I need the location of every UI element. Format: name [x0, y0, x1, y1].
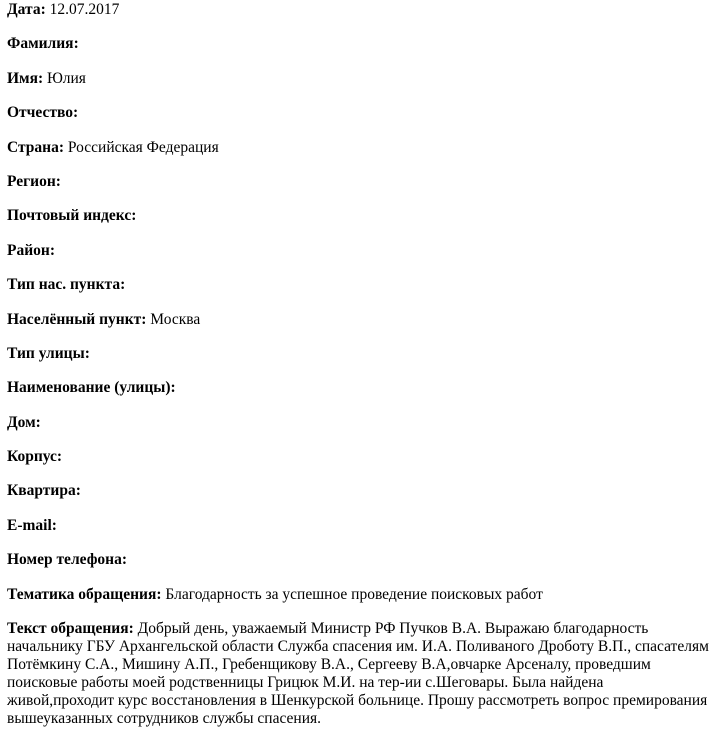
field-value: Российская Федерация [67, 138, 219, 156]
field-label: Номер телефона: [7, 551, 128, 569]
field-label: Корпус: [7, 448, 63, 466]
field-label: Текст обращения: [7, 620, 134, 638]
field-first-name [7, 70, 713, 104]
field-label: Дом: [7, 413, 41, 431]
field-surname [7, 35, 713, 69]
field-label: Фамилия: [7, 35, 79, 53]
field-district [7, 242, 713, 276]
field-label: Тип нас. пункта: [7, 276, 126, 294]
field-settlement-type [7, 276, 713, 310]
field-value: Москва [150, 310, 201, 328]
field-label: Тематика обращения: [7, 585, 162, 603]
message-text: Добрый день, уважаемый Министр РФ Пучков В.А. Выражаю благодарность начальнику ГБУ Архангельской области Служба спасения им. И.А. Поливаного Дроботу В.П., спасателям Потёмкину С.А., Мишину А.П., Гребенщикову В.А., Сергееву В.А,овчарке Арсеналу, проведшим поисковые работы моей родственницы Грицюк М.И. на тер-ии с.Шеговары. Была найдена живой,проходит курс восстановления в Шенкурской больнице. Прошу рассмотреть вопрос премирования вышеуказанных сотрудников службы спасения. [7, 620, 709, 728]
field-apartment [7, 482, 713, 516]
field-subject [7, 586, 713, 620]
field-label: Район: [7, 241, 55, 259]
field-email [7, 517, 713, 551]
field-phone [7, 551, 713, 585]
field-label: Регион: [7, 172, 61, 190]
field-date [7, 1, 713, 35]
field-house [7, 414, 713, 448]
field-message [7, 620, 713, 728]
field-street-type [7, 345, 713, 379]
field-value: Благодарность за успешное проведение поисковых работ [165, 585, 543, 603]
appeal-document [7, 1, 713, 728]
field-country [7, 139, 713, 173]
field-label: Населённый пункт: [7, 310, 147, 328]
field-patronymic [7, 104, 713, 138]
field-street-name [7, 379, 713, 413]
field-building [7, 448, 713, 482]
field-postal-code [7, 207, 713, 241]
field-label: Тип улицы: [7, 344, 90, 362]
field-region [7, 173, 713, 207]
field-label: Наименование (улицы): [7, 379, 176, 397]
field-label: Имя: [7, 69, 44, 87]
field-value: Юлия [47, 69, 86, 87]
field-value: 12.07.2017 [49, 1, 120, 18]
field-label: Квартира: [7, 482, 81, 500]
field-label: E-mail: [7, 516, 57, 534]
field-label: Страна: [7, 138, 65, 156]
field-label: Дата: [7, 1, 46, 18]
field-settlement [7, 311, 713, 345]
field-label: Почтовый индекс: [7, 207, 137, 225]
field-label: Отчество: [7, 104, 79, 122]
